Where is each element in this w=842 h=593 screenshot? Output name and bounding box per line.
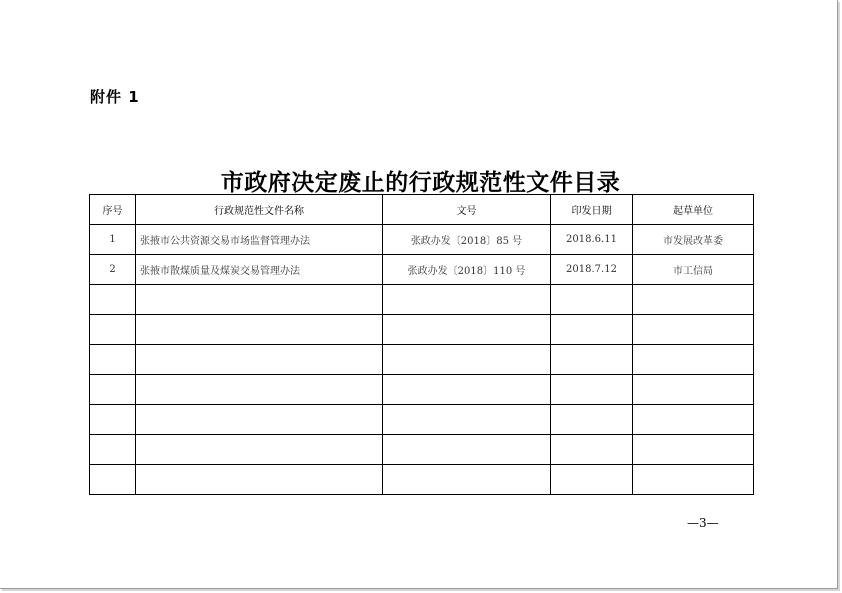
- page-number: —3—: [687, 516, 719, 530]
- empty-table-row: [90, 315, 754, 345]
- cell-serial: 1: [90, 225, 136, 255]
- header-drafting-unit: 起草单位: [633, 195, 754, 225]
- empty-table-row: [90, 435, 754, 465]
- table-row: [90, 225, 754, 255]
- empty-table-row: [90, 405, 754, 435]
- table-header-row: [90, 195, 754, 225]
- cell-document-number: 张政办发〔2018〕110 号: [383, 255, 551, 285]
- header-document-name: 行政规范性文件名称: [136, 195, 383, 225]
- header-serial: 序号: [90, 195, 136, 225]
- cell-issue-date: 2018.6.11: [551, 225, 633, 255]
- empty-table-row: [90, 345, 754, 375]
- regulation-table: [89, 194, 754, 495]
- header-document-number: 文号: [383, 195, 551, 225]
- table-row: [90, 255, 754, 285]
- empty-table-row: [90, 375, 754, 405]
- cell-document-name: 张掖市公共资源交易市场监督管理办法: [136, 225, 383, 255]
- cell-drafting-unit: 市发展改革委: [633, 225, 754, 255]
- cell-document-number: 张政办发〔2018〕85 号: [383, 225, 551, 255]
- empty-table-row: [90, 465, 754, 495]
- cell-serial: 2: [90, 255, 136, 285]
- header-issue-date: 印发日期: [551, 195, 633, 225]
- cell-drafting-unit: 市工信局: [633, 255, 754, 285]
- cell-issue-date: 2018.7.12: [551, 255, 633, 285]
- cell-document-name: 张掖市散煤质量及煤炭交易管理办法: [136, 255, 383, 285]
- document-title: 市政府决定废止的行政规范性文件目录: [220, 169, 621, 196]
- empty-table-row: [90, 285, 754, 315]
- attachment-label: 附件 1: [90, 88, 140, 106]
